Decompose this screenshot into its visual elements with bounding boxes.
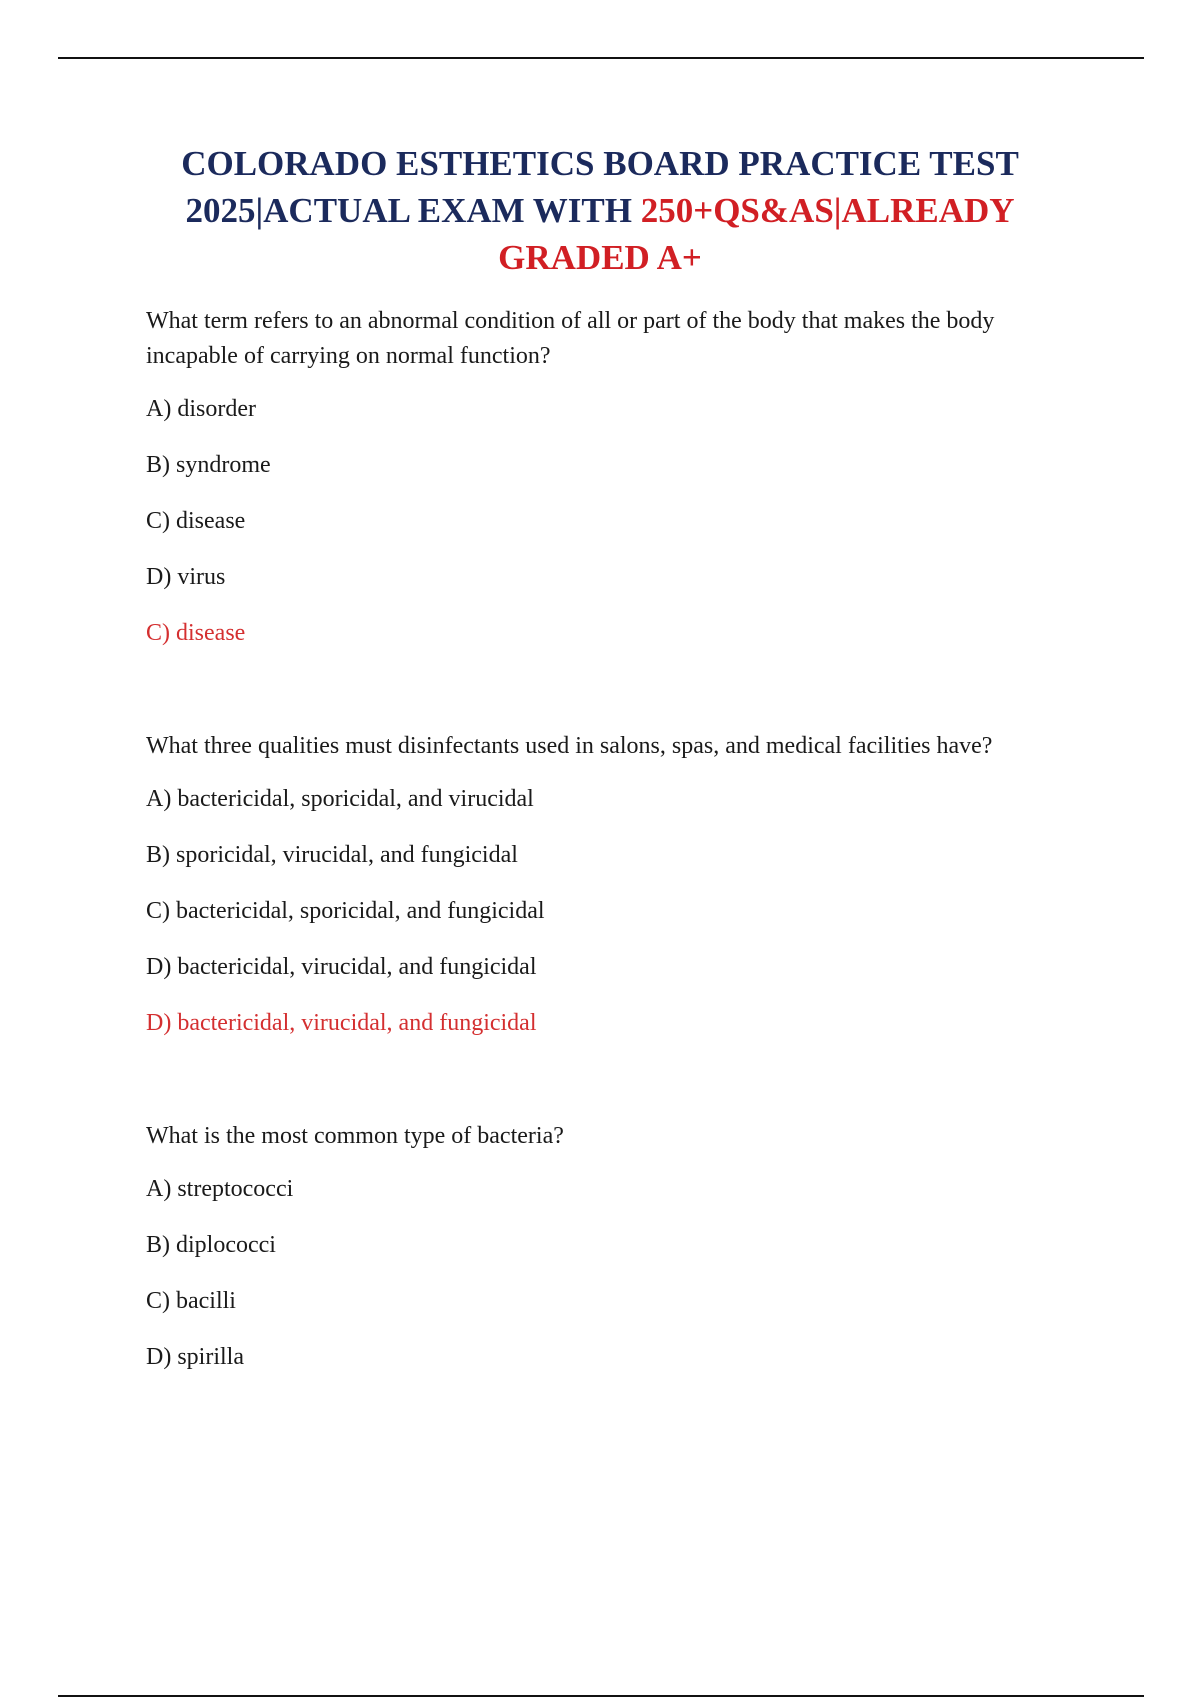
option-c: C) disease [146,508,246,534]
option-b: B) sporicidal, virucidal, and fungicidal [146,842,518,868]
option-a: A) disorder [146,396,256,422]
question-block-3 [146,1119,1086,1375]
title-line-1: COLORADO ESTHETICS BOARD PRACTICE TEST [181,144,1019,183]
footer-rule [58,1695,1144,1697]
option-d: D) virus [146,564,226,590]
title-line-3: GRADED A+ [498,238,702,277]
correct-answer: C) disease [146,620,246,646]
header-rule [58,57,1144,59]
title-line-2-red: 250+QS&AS|ALREADY [640,191,1015,230]
question-text: What three qualities must disinfectants used in salons, spas, and medical facilities have? [146,733,993,759]
option-c: C) bactericidal, sporicidal, and fungicidal [146,898,545,924]
question-text: What term refers to an abnormal condition of all or part of the body that makes the body incapable of carrying on normal function? [146,308,995,369]
correct-answer: D) bactericidal, virucidal, and fungicidal [146,1010,537,1036]
option-d: D) spirilla [146,1344,244,1370]
question-text: What is the most common type of bacteria? [146,1123,564,1149]
page-title [120,140,1080,281]
question-block-2 [146,729,1086,1041]
title-line-2 [120,187,1080,234]
option-a: A) bactericidal, sporicidal, and virucidal [146,786,534,812]
option-d: D) bactericidal, virucidal, and fungicidal [146,954,537,980]
option-b: B) diplococci [146,1232,276,1258]
question-list [146,304,1086,1396]
option-a: A) streptococci [146,1176,294,1202]
title-line-2-dark: 2025|ACTUAL EXAM WITH [185,191,641,230]
option-c: C) bacilli [146,1288,236,1314]
question-block-1 [146,304,1086,651]
option-b: B) syndrome [146,452,271,478]
